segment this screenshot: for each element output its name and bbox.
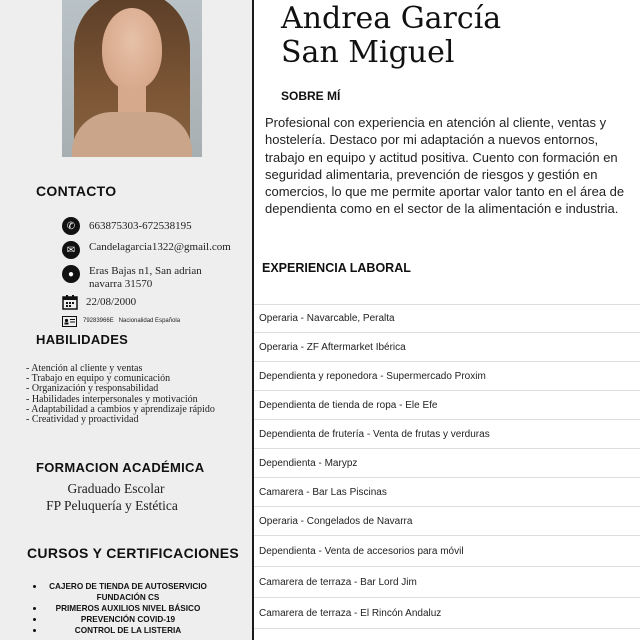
experience-item: Dependienta y reponedora - Supermercado Proxim [254,362,640,391]
experience-item: Camarera - Bar Las Piscinas [254,478,640,507]
contact-address-row [62,265,202,291]
skill-item: - Creatividad y proactividad [26,414,139,426]
skill-item: - Atención al cliente y ventas [26,363,143,374]
contact-birthdate: 22/08/2000 [86,296,137,308]
skill-item: - Habilidades interpersonales y motivación [26,393,198,405]
experience-item: Operaria - Navarcable, Peralta [254,304,640,333]
experience-item: Dependienta de frutería - Venta de frutas y verduras [254,420,640,449]
contact-phone[interactable]: 663875303-672538195 [89,220,192,232]
name-line-1: Andrea García [281,1,502,36]
experience-item: Operaria - Congelados de Navarra [254,507,640,536]
skill-item: - Adaptabilidad a cambios y aprendizaje rápido [26,403,215,415]
email-icon: ✉ [62,241,80,259]
contact-email[interactable]: Candelagarcia1322@gmail.com [89,241,231,253]
experience-item: Camarera de terraza - Bar Lord Jim [254,567,640,598]
course-item: FUNDACIÓN CS [96,593,160,602]
course-item: PRIMEROS AUXILIOS NIVEL BÁSICO [18,603,238,614]
photo-face [102,8,162,90]
location-pin-icon: ● [62,265,80,283]
courses-title: CURSOS Y CERTIFICACIONES [27,545,240,561]
photo-clothing [72,112,192,157]
about-title: SOBRE MÍ [281,89,341,103]
course-item: PREVENCIÓN COVID-19 [18,614,238,625]
education-title: FORMACION ACADÉMICA [36,460,205,475]
contact-address [89,265,202,291]
experience-item: Dependienta de tienda de ropa - Ele Efe [254,391,640,420]
contact-nationality: Nacionalidad Española [118,318,181,324]
id-card-icon [62,316,77,327]
contact-birthdate-row [62,294,136,310]
skills-list [26,364,215,425]
experience-item: Camarera de terraza - El Rincón Andaluz [254,598,640,629]
skills-title: HABILIDADES [36,332,129,347]
experience-item: Dependienta - Venta de accesorios para móvil [254,536,640,567]
full-name [281,2,501,70]
experience-item: Dependienta - Marypz [254,449,640,478]
address-line-2: navarra 31570 [89,278,153,290]
name-line-2: San Miguel [281,35,455,70]
course-item: CAJERO DE TIENDA DE AUTOSERVICIO [18,581,238,592]
profile-photo [62,0,202,157]
education-item-1: Graduado Escolar [67,481,165,496]
contact-title: CONTACTO [36,183,117,199]
experience-list [254,304,640,629]
contact-email-row [62,241,231,259]
experience-title: EXPERIENCIA LABORAL [262,261,411,275]
contact-id-number: 79283966E [83,318,114,324]
phone-icon: ✆ [62,217,80,235]
courses-list [18,581,238,636]
education-item-2: FP Peluquería y Estética [46,498,178,513]
skill-item: - Trabajo en equipo y comunicación [26,373,171,385]
experience-item: Operaria - ZF Aftermarket Ibérica [254,333,640,362]
contact-phone-row [62,217,192,235]
contact-id-row [62,316,180,327]
course-item: CONTROL DE LA LISTERIA [18,625,238,636]
about-text: Profesional con experiencia en atención al cliente, ventas y hostelería. Destaco por mi adaptación a nuevos entornos, trabajo en equipo y actitud positiva. Cuento con formación en seguridad alimentaria, prevención de riesgos y gestión en comercios, lo que me permite aportar valor tanto en el área de dependienta como en el sector de la alimentación e industria. [265,115,625,217]
skill-item: - Organización y responsabilidad [26,383,159,395]
calendar-icon [62,294,78,310]
address-line-1: Eras Bajas n1, San adrian [89,265,202,277]
